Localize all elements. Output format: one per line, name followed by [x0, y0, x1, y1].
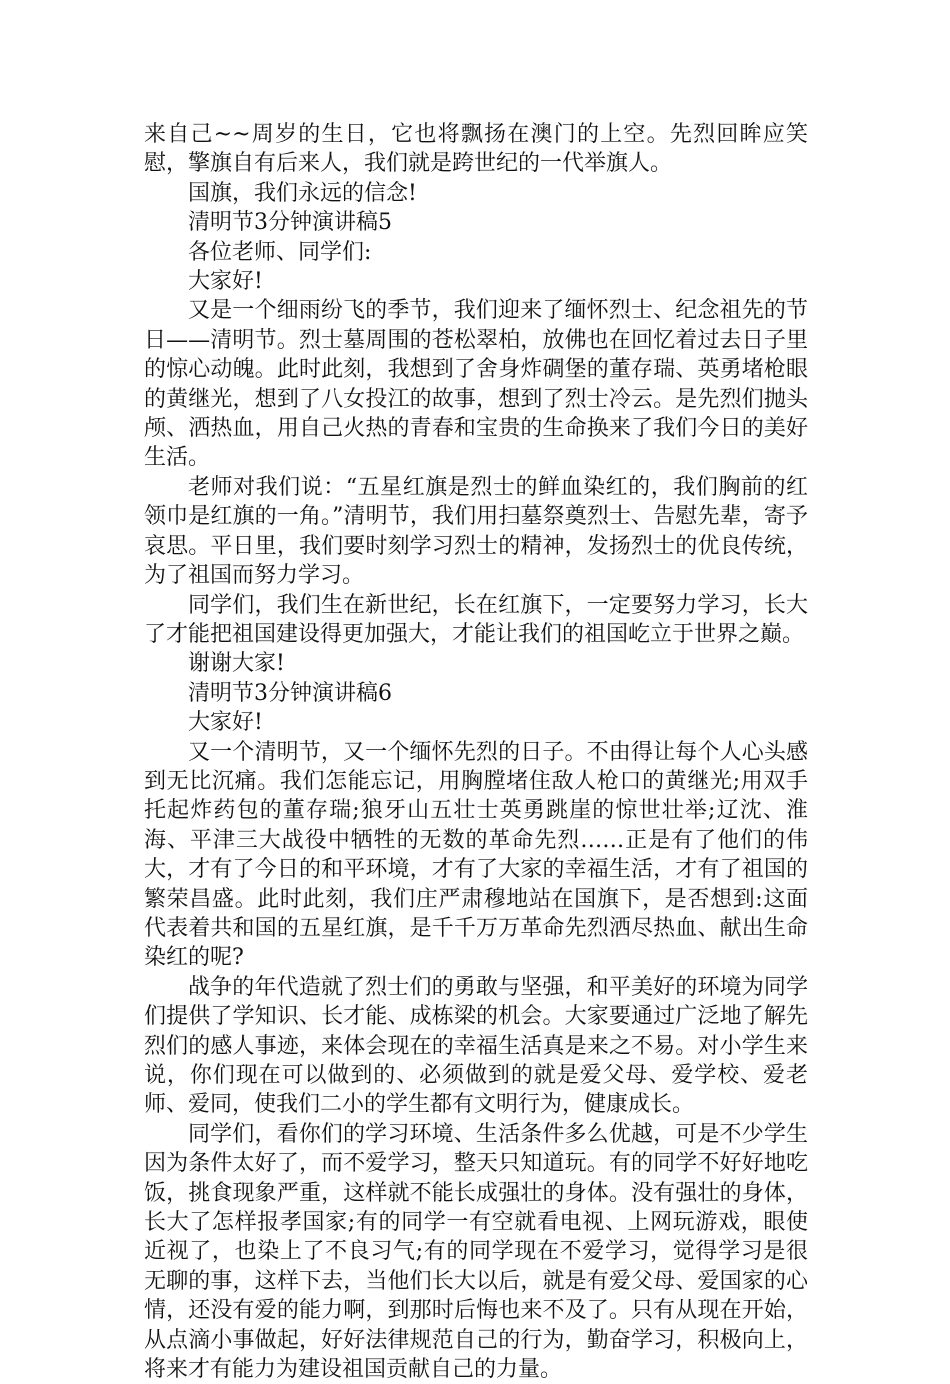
section-heading: 清明节3分钟演讲稿6 [188, 680, 392, 706]
salutation: 各位老师、同学们: [188, 239, 372, 265]
paragraph: 老师对我们说：“五星红旗是烈士的鲜血染红的，我们胸前的红领巾是红旗的一角。”清明节，我们用扫墓祭奠烈士、告慰先辈，寄予哀思。平日里，我们要时刻学习烈士的精神，发扬烈士的优良传统，为了祖国而努力学习。 [144, 474, 808, 589]
paragraph: 战争的年代造就了烈士们的勇敢与坚强，和平美好的环境为同学们提供了学知识、长才能、成栋梁的机会。大家要通过广泛地了解先烈们的感人事迹，来体会现在的幸福生活真是来之不易。对小学生来说，你们现在可以做到的、必须做到的就是爱父母、爱学校、爱老师、爱同，使我们二小的学生都有文明行为，健康成长。 [144, 974, 808, 1118]
paragraph: 又一个清明节，又一个缅怀先烈的日子。不由得让每个人心头感到无比沉痛。我们怎能忘记，用胸膛堵住敌人枪口的黄继光;用双手托起炸药包的董存瑞;狼牙山五壮士英勇跳崖的惊世壮举;辽沈、淮海、平津三大战役中牺牲的无数的革命先烈……正是有了他们的伟大，才有了今日的和平环境，才有了大家的幸福生活，才有了祖国的繁荣昌盛。此时此刻，我们庄严肃穆地站在国旗下，是否想到:这面代表着共和国的五星红旗，是千千万万革命先烈洒尽热血、献出生命染红的呢? [144, 739, 808, 971]
paragraph: 来自己~~周岁的生日，它也将飘扬在澳门的上空。先烈回眸应笑慰，擎旗自有后来人，我们就是跨世纪的一代举旗人。 [144, 122, 808, 177]
paragraph: 国旗，我们永远的信念! [188, 180, 417, 206]
greeting: 大家好! [188, 269, 263, 295]
document-body [144, 120, 808, 1384]
paragraph: 同学们，看你们的学习环境、生活条件多么优越，可是不少学生因为条件太好了，而不爱学习，整天只知道玩。有的同学不好好地吃饭，挑食现象严重，这样就不能长成强壮的身体。没有强壮的身体，长大了怎样报孝国家;有的同学一有空就看电视、上网玩游戏，眼使近视了，也染上了不良习气;有的同学现在不爱学习，觉得学习是很无聊的事，这样下去，当他们长大以后，就是有爱父母、爱国家的心情，还没有爱的能力啊，到那时后悔也来不及了。只有从现在开始，从点滴小事做起，好好法律规范自己的行为，勤奋学习，积极向上，将来才有能力为建设祖国贡献自己的力量。 [144, 1121, 808, 1383]
greeting: 大家好! [188, 710, 263, 736]
closing: 谢谢大家! [188, 651, 285, 677]
paragraph: 同学们，我们生在新世纪，长在红旗下，一定要努力学习，长大了才能把祖国建设得更加强大，才能让我们的祖国屹立于世界之巅。 [144, 592, 808, 647]
paragraph: 又是一个细雨纷飞的季节，我们迎来了缅怀烈士、纪念祖先的节日——清明节。烈士墓周围的苍松翠柏，放佛也在回忆着过去日子里的惊心动魄。此时此刻，我想到了舍身炸碉堡的董存瑞、英勇堵枪眼的黄继光，想到了八女投江的故事，想到了烈士冷云。是先烈们抛头颅、洒热血，用自己火热的青春和宝贵的生命换来了我们今日的美好生活。 [144, 298, 808, 471]
section-heading: 清明节3分钟演讲稿5 [188, 210, 392, 236]
